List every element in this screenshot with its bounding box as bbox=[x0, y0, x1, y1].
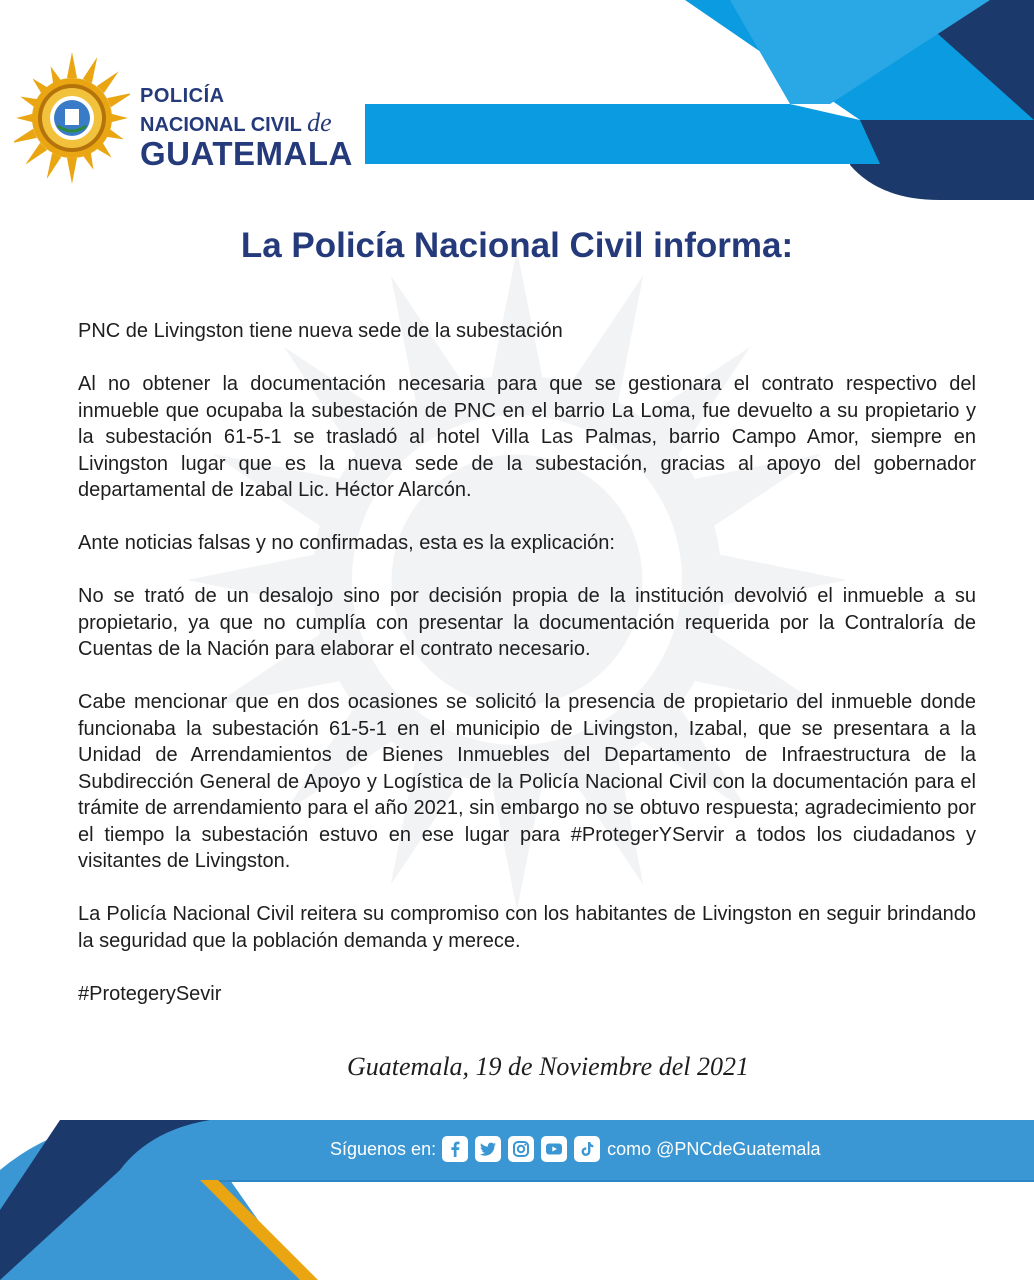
press-release-body bbox=[78, 318, 976, 1034]
instagram-icon[interactable] bbox=[508, 1136, 534, 1162]
paragraph-details: Cabe mencionar que en dos ocasiones se solicitó la presencia de propietario del inmueble donde funcionaba la subestación 61-5-1 en el municipio de Livingston, Izabal, que se presentara a la Unidad de Arrendamientos de Bienes Inmuebles del Departamento de Infraestructura de la Subdirección General de Apoyo y Logística de la Policía Nacional Civil con la documentación para el trámite de arrendamiento para el año 2021, sin embargo no se obtuvo respuesta; agradecimiento por el tiempo la subestación estuvo en ese lugar para #ProtegerYServir a todos los ciudadanos y visitantes de Livingston. bbox=[78, 691, 976, 872]
org-name-line2-main: NACIONAL CIVIL bbox=[140, 114, 302, 136]
paragraph-explanation: No se trató de un desalojo sino por decisión propia de la institución devolvió el inmueble a su propietario, ya que no cumplía con presentar la documentación requerida por la Contraloría de Cuentas de la Nación para elaborar el contrato necesario. bbox=[78, 585, 976, 660]
social-handle: como @PNCdeGuatemala bbox=[607, 1138, 821, 1159]
paragraph-intro-explanation: Ante noticias falsas y no confirmadas, esta es la explicación: bbox=[78, 532, 615, 554]
pnc-badge-logo bbox=[14, 50, 130, 186]
org-name-line3: GUATEMALA bbox=[140, 135, 353, 172]
twitter-icon[interactable] bbox=[475, 1136, 501, 1162]
date-line: Guatemala, 19 de Noviembre del 2021 bbox=[347, 1052, 749, 1081]
tiktok-icon[interactable] bbox=[574, 1136, 600, 1162]
org-name-line1: POLICÍA bbox=[140, 85, 225, 107]
hashtag: #ProtegerySevir bbox=[78, 982, 222, 1005]
paragraph-context: Al no obtener la documentación necesaria para que se gestionara el contrato respectivo del inmueble que ocupaba la subestación de PNC en el barrio La Loma, fue devuelto a su propietario y la subestación 61-5-1 se trasladó al hotel Villa Las Palmas, barrio Campo Amor, siempre en Livingston lugar que es la nueva sede de la subestación, gracias al apoyo del gobernador departamental de Izabal Lic. Héctor Alarcón. bbox=[78, 373, 976, 501]
organization-name bbox=[140, 86, 353, 170]
page-title: La Policía Nacional Civil informa: bbox=[240, 226, 794, 265]
facebook-icon[interactable] bbox=[442, 1136, 468, 1162]
paragraph-commitment: La Policía Nacional Civil reitera su compromiso con los habitantes de Livingston en seguir brindando la seguridad que la población demanda y merece. bbox=[78, 903, 976, 952]
footer-decoration bbox=[0, 1100, 1034, 1280]
youtube-icon[interactable] bbox=[541, 1136, 567, 1162]
paragraph-headline: PNC de Livingston tiene nueva sede de la subestación bbox=[78, 320, 563, 342]
org-name-de: de bbox=[307, 108, 332, 137]
social-media-bar bbox=[330, 1134, 820, 1164]
org-name-line2 bbox=[140, 110, 353, 136]
follow-label: Síguenos en: bbox=[330, 1138, 437, 1159]
